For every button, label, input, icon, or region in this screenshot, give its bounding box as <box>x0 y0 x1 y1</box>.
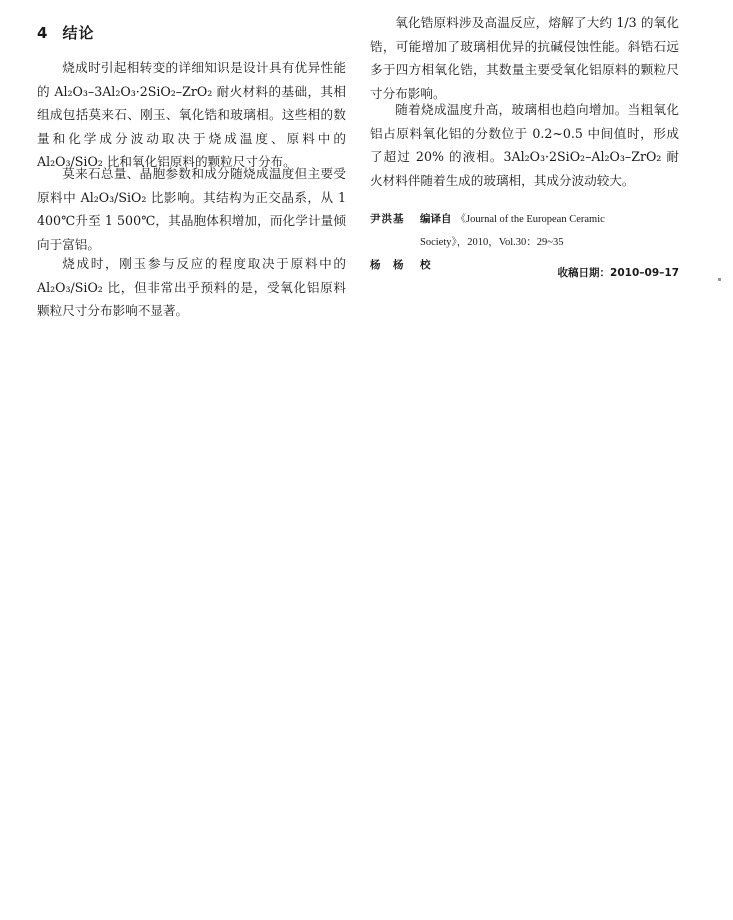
section-title: 结论 <box>62 24 95 42</box>
conclusion-paragraph-2: 莫来石总量、晶胞参数和成分随烧成温度但主要受原料中 Al₂O₃/SiO₂ 比影响。其结构为正交晶系，从 1 400℃升至 1 500℃，其晶胞体积增加，而化学计量倾向于富铝。 <box>37 166 346 252</box>
proofreader-name: 杨 杨 <box>370 259 405 271</box>
source-line-2: Society》，2010，Vol.30：29~35 <box>420 237 564 248</box>
conclusion-paragraph-4: 氧化锆原料涉及高温反应，熔解了大约 1/3 的氧化锆，可能增加了玻璃相优异的抗碱侵蚀性能。斜锆石远多于四方相氧化锆，其数量主要受氧化铝原料的颗粒尺寸分布影响。 <box>370 15 679 101</box>
section-heading <box>37 22 94 43</box>
compiler-role: 编译自 <box>420 213 452 225</box>
conclusion-paragraph-1: 烧成时引起相转变的详细知识是设计具有优异性能的 Al₂O₃–3Al₂O₃·2SiO₂–ZrO₂ 耐火材料的基础，其相组成包括莫来石、刚玉、氧化锆和玻璃相。这些相的数量和化学成分波动取决于烧成温度、原料中的 Al₂O₃/SiO₂ 比和氧化铝原料的颗粒尺寸分布。 <box>37 60 346 170</box>
section-number: 4 <box>37 24 49 42</box>
margin-mark <box>718 278 721 281</box>
received-date: 收稿日期：2010–09–17 <box>557 267 679 279</box>
proofreader-role: 校 <box>420 259 431 271</box>
source-line-1: 《Journal of the European Ceramic <box>455 214 605 225</box>
compiler-name: 尹洪基 <box>370 213 405 225</box>
compiler-credit <box>370 208 679 231</box>
conclusion-paragraph-5: 随着烧成温度升高，玻璃相也趋向增加。当粗氧化铝占原料氧化铝的分数位于 0.2~0.5 中间值时，形成了超过 20% 的液相。3Al₂O₃·2SiO₂–Al₂O₃–ZrO₂ 耐火材料伴随着生成的玻璃相，其成分波动较大。 <box>370 102 679 188</box>
source-continuation <box>370 231 679 254</box>
conclusion-paragraph-3: 烧成时，刚玉参与反应的程度取决于原料中的 Al₂O₃/SiO₂ 比，但非常出乎预料的是，受氧化铝原料颗粒尺寸分布影响不显著。 <box>37 256 346 319</box>
